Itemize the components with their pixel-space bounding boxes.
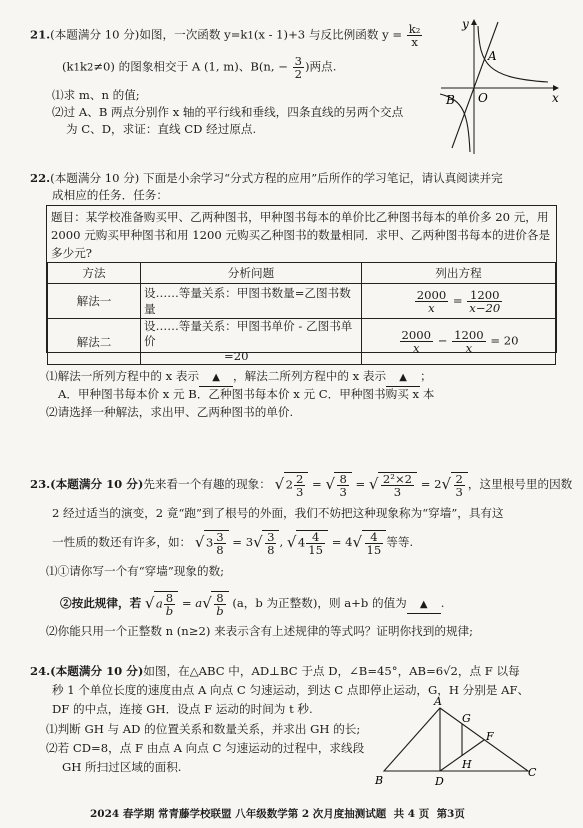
radical-7: √ 4 $\frac{4}{15}$ bbox=[287, 530, 328, 556]
q21-graph bbox=[436, 16, 566, 158]
radical-8: √ $\frac{4}{15}$ bbox=[353, 530, 387, 556]
q22-task1: ⑴解法一所列方程中的 x 表示 ▲ ，解法二所列方程中的 x 表示 ▲ ； bbox=[46, 368, 432, 387]
q22-task2: ⑵请选择一种解法，求出甲、乙两种图书的单价. bbox=[46, 405, 294, 419]
q22-line1: 22.(本题满分 10 分) 下面是小余学习“分式方程的应用”后所作的学习笔记，请认真阅读并完 bbox=[30, 171, 503, 185]
radical-6: √ $\frac{3}{8}$ bbox=[253, 530, 279, 556]
footer-title: 2024 春学期 常青藤学校联盟 八年级数学第 2 次月度抽测试题 bbox=[90, 808, 387, 820]
radical-3: √ $\frac{\text{2²×2}}{3}$ bbox=[369, 472, 417, 498]
q24-part2-cont: GH 所扫过区域的面积. bbox=[62, 760, 182, 774]
q23-number: 23. bbox=[30, 477, 51, 491]
q24-line1: 24.(本题满分 10 分)如图，在△ABC 中，AD⊥BC 于点 D，∠B=45°，AB=6√2，点 F 以每 bbox=[30, 664, 520, 678]
q24-line2: 秒 1 个单位长度的速度由点 A 向点 C 匀速运动，到达 C 点即停止运动，G，H 分别是 AF、 bbox=[52, 683, 530, 697]
q22-number: 22. bbox=[30, 171, 51, 185]
q23-line2: 2 经过适当的演变，2 竟“跑”到了根号的外面，我们不妨把这种现象称为“穿墙”，具有这 bbox=[52, 506, 504, 520]
triangle-abc bbox=[384, 708, 528, 771]
label-h: H bbox=[462, 758, 472, 771]
q22-line2: 成相应的任务．任务： bbox=[52, 188, 168, 202]
blank-triangle: ▲ bbox=[419, 599, 428, 610]
label-a: A bbox=[434, 696, 442, 708]
radical-2: √ $\frac{8}{3}$ bbox=[325, 472, 351, 498]
label-g: G bbox=[462, 712, 471, 725]
row1-analysis: 设……等量关系：甲图书数量=乙图书数量 bbox=[141, 284, 362, 319]
q21-part2: ⑵过 A、B 两点分别作 x 轴的平行线和垂线，四条直线的另两个交点 bbox=[52, 105, 404, 119]
q23-sub2: ②按此规律，若 √ a $\frac{8}{b}$ = a √ $\frac{8}{b}$ (a，b 为正整数)，则 a+b 的值为 ▲ . bbox=[60, 591, 444, 617]
q21-part1: ⑴求 m、n 的值; bbox=[52, 88, 140, 102]
row2-equation: $\frac{2000}{x}$ − $\frac{1200}{x}$ = 20 bbox=[362, 319, 556, 365]
q23-line3: 一性质的数还有许多，如： √ 3 $\frac{3}{8}$ = 3 √ $\frac{3}{8}$ , √ 4 $\frac{4}{15}$ = 4 √ $\frac{4}{15}$ 等等. bbox=[52, 530, 413, 556]
hyperbola-branch-2 bbox=[440, 94, 470, 152]
q22-note-box bbox=[46, 205, 557, 363]
row1-equation: $\frac{2000}{x}$ = $\frac{1200}{x-20}$ bbox=[362, 284, 556, 319]
point-a-label: A bbox=[488, 49, 497, 63]
label-d: D bbox=[435, 775, 444, 788]
label-b: B bbox=[375, 774, 384, 787]
header-equation: 列出方程 bbox=[362, 263, 556, 284]
origin-label: O bbox=[478, 91, 488, 105]
table-row bbox=[48, 319, 556, 365]
point-b-label: B bbox=[446, 93, 455, 107]
q21-line1: 21.(本题满分 10 分)如图，一次函数 y=k1(x - 1)+3 与反比例函数 y = $\frac{\text{k₂}}{x}$ bbox=[30, 22, 421, 49]
q22-table bbox=[47, 262, 556, 365]
footer bbox=[90, 806, 465, 822]
header-analysis: 分析问题 bbox=[141, 263, 362, 284]
footer-page-number: 第3页 bbox=[436, 808, 465, 820]
q24-triangle-figure bbox=[372, 696, 542, 792]
q23-sub1: ⑴①请你写一个有“穿墙”现象的数; bbox=[46, 564, 225, 578]
q21-fraction: $\frac{\text{k₂}}{x}$ bbox=[408, 22, 421, 49]
row1-method: 解法一 bbox=[48, 284, 141, 319]
blank-triangle: ▲ bbox=[399, 372, 407, 383]
q21-line2: (k1k2≠0) 的图象相交于 A (1, m)、B(n, − $\frac{3}{2}$ )两点. bbox=[62, 54, 337, 81]
q24-part1: ⑴判断 GH 与 AD 的位置关系和数量关系，并求出 GH 的长; bbox=[46, 722, 361, 736]
q24-number: 24. bbox=[30, 664, 51, 678]
q23-line1: 23.(本题满分 10 分)先来看一个有趣的现象： √ 2 $\frac{2}{3}$ = √ $\frac{8}{3}$ = √ $\frac{\text{2²×2}}{3}$ = 2 √ $\frac{2}{3}$ ，这里根号里的因数 bbox=[30, 472, 572, 498]
x-label: x bbox=[552, 91, 559, 105]
label-f: F bbox=[486, 730, 494, 743]
label-c: C bbox=[528, 766, 537, 779]
radical-5: √ 3 $\frac{3}{8}$ bbox=[195, 530, 229, 556]
radical-9: √ a $\frac{8}{b}$ bbox=[145, 591, 178, 617]
q21-number: 21. bbox=[30, 27, 51, 42]
radical-10: √ $\frac{8}{b}$ bbox=[202, 591, 228, 617]
row2-analysis: 设……等量关系：甲图书单价 - 乙图书单价 =20 bbox=[141, 319, 362, 365]
blank-triangle: ▲ bbox=[212, 372, 220, 383]
radical-4: √ $\frac{2}{3}$ bbox=[442, 472, 468, 498]
radical-1: √ 2 $\frac{2}{3}$ bbox=[275, 472, 309, 498]
linear-function-line bbox=[452, 22, 498, 148]
q22-prompt: 题目：某学校准备购买甲、乙两种图书，甲种图书每本的单价比乙种图书每本的单价多 20 元，用 2000 元购买甲种图书和用 1200 元购买乙种图书的数量相同．求甲、乙两种图书每本的进价各是多少元? bbox=[51, 210, 551, 260]
y-label: y bbox=[462, 17, 469, 31]
header-method: 方法 bbox=[48, 263, 141, 284]
footer-total-pages: 共 4 页 bbox=[393, 808, 430, 820]
q21-part2-cont: 为 C、D，求证：直线 CD 经过原点. bbox=[66, 122, 257, 136]
q22-options: A．甲种图书每本价 x 元 B．乙种图书每本价 x 元 C．甲种图书购买 x 本 bbox=[58, 387, 435, 401]
q21-fraction-2: $\frac{3}{2}$ bbox=[294, 54, 303, 81]
q24-part2: ⑵若 CD=8，点 F 由点 A 向点 C 匀速运动的过程中，求线段 bbox=[46, 741, 365, 755]
q21-score: (本题满分 10 分) bbox=[50, 27, 140, 42]
q24-line3: DF 的中点，连接 GH．设点 F 运动的时间为 t 秒. bbox=[52, 702, 313, 716]
row2-method: 解法二 bbox=[48, 319, 141, 365]
q23-sub3: ⑵你能只用一个正整数 n (n≥2) 来表示含有上述规律的等式吗？证明你找到的规律; bbox=[46, 624, 474, 638]
table-row bbox=[48, 284, 556, 319]
